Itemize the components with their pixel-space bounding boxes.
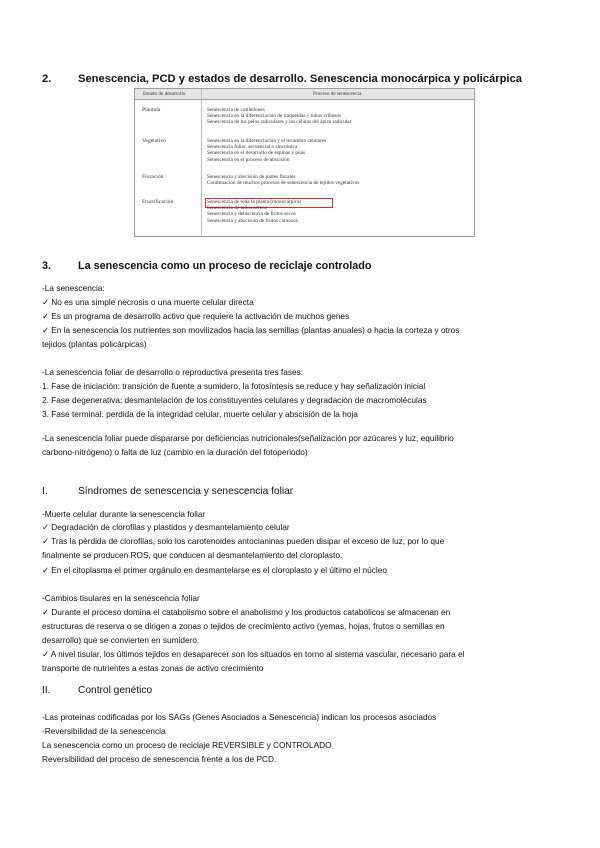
text-line: La senescencia como un proceso de reciclaje REVERSIBLE y CONTROLADO: [42, 740, 332, 750]
process-item: Senescencia en la diferenciación de traqueidas y tubos cribosos: [207, 113, 342, 120]
text-line: ✓ Durante el proceso domina el catabolismo sobre el anabolismo y los productos catabólicos se almacenan en: [42, 607, 451, 617]
text-line: ✓ En la senescencia los nutrientes son movilizados hacia las semillas (plantas anuales) o hacia la corteza y otros: [42, 325, 460, 335]
text-line: estructuras de reserva o se dirigen a zonas o tejidos de crecimiento activo (yemas, hojas, frutos o semillas en: [42, 621, 445, 631]
text-line: 3. Fase terminal: perdida de la integridad celular, muerte celular y abscisión de la hoja: [42, 409, 358, 419]
column-divider: [201, 89, 202, 236]
text-line: ✓ Es un programa de desarrollo activo que requiere la activación de muchos genes: [42, 311, 350, 321]
text-line: ✓ No es una simple necrosis o una muerte celular directa: [42, 297, 254, 307]
text-line: ✓ Tras la pérdida de clorofilas, solo los carotenoides antocianinas pueden disipar el exceso de luz, por lo que: [42, 536, 445, 546]
process-item: Senescencia y dehiscencia de frutos secos: [207, 211, 296, 218]
process-item-highlighted: Senescencia de toda la planta (monocárpica): [207, 199, 302, 205]
text-line: -Reversibilidad de la senescencia: [42, 726, 166, 736]
text-line: ✓ Degradación de clorofilas y plastidos y desmantelamiento celular: [42, 522, 290, 532]
table-row-processes: [207, 107, 351, 126]
process-item: Senescencia y abscisión de frutos carnosos: [207, 217, 298, 224]
text-line: -Las proteínas codificadas por los SAGs (Genes Asociados a Senescencia) indican los procesos asociados: [42, 712, 437, 722]
section-3-number: 3.: [42, 260, 52, 272]
process-item: Continuación de muchos procesos de senescencia de tejidos vegetativos: [207, 180, 360, 187]
text-line: -Muerte celular durante la senescencia foliar: [42, 509, 206, 519]
text-line: ✓ En el citoplasma el primer orgánulo en desmantelarse es el cloroplasto y el último el núcleo: [42, 565, 387, 575]
text-line: 2. Fase degenerativa: desmantelación de los constituyentes celulares y degradación de macromoléculas: [42, 395, 427, 405]
text-line: transporte de nutrientes a estas zonas de activo crecimiento: [42, 663, 264, 673]
table-row-stage: Vegetativo: [142, 138, 166, 144]
text-line: ✓ A nivel tisular, los últimos tejidos en desaparecer son los situados en torno al sistema vascular, necesario para el: [42, 649, 465, 659]
section-3-title: La senescencia como un proceso de reciclaje controlado: [78, 260, 372, 272]
table-row-stage: Fructificación: [142, 199, 174, 205]
subsection-1-title: Síndromes de senescencia y senescencia foliar: [78, 486, 294, 497]
text-line: desarrollo) que se convierten en sumidero.: [42, 635, 200, 645]
process-item: Senescencia de tallos aéreos: [207, 205, 267, 212]
process-item: Senescencia de los pelos radiculares y las células del ápice radicular: [207, 119, 352, 126]
subsection-2-title: Control genético: [78, 685, 153, 696]
text-line: 1. Fase de iniciación: transición de fuente a sumidero, la fotosíntesis se reduce y hay señalización inicial: [42, 381, 426, 391]
text-line: -La senescencia:: [42, 283, 105, 293]
section-2-title: Senescencia, PCD y estados de desarrollo. Senescencia monocárpica y policárpica: [78, 73, 522, 85]
table-row-processes: [207, 138, 326, 163]
text-line: finalmente se producen ROS, que conducen al desmantelamiento del cloroplasto.: [42, 550, 343, 560]
table-row-processes: [207, 174, 359, 186]
subsection-1-heading: [42, 486, 293, 497]
senescence-stages-table: [134, 88, 475, 237]
text-line: carbono-nitrógeno) o falta de luz (cambio en la duración del fotoperiodo): [42, 447, 308, 457]
text-line: -La senescencia foliar de desarrollo o reproductiva presenta tres fases:: [42, 367, 304, 377]
table-row-stage: Plántula: [142, 107, 161, 113]
section-2-number: 2.: [42, 73, 52, 85]
process-item: Senescencia de cotiledones: [207, 107, 265, 113]
subsection-2-number: II.: [42, 685, 51, 696]
table-header: [135, 89, 474, 100]
process-item: Senescencia en la diferenciación y el recambio celulares: [207, 138, 327, 144]
section-3-heading: [42, 260, 371, 272]
table-row-processes: [207, 199, 301, 224]
text-line: tejidos (plantas policárpicas): [42, 339, 147, 349]
process-item: Senescencia en el desarrollo de espinas y púas: [207, 150, 306, 157]
subsection-1-number: I.: [42, 486, 48, 497]
text-line: Reversibilidad del proceso de senescencia frente a los de PCD.: [42, 754, 277, 764]
table-row-stage: Floración: [142, 174, 164, 180]
text-line: -La senescencia foliar puede dispararse por deficiencias nutricionales(señalización por azúcares y luz, equilibrio: [42, 433, 454, 443]
col-stage-header: Estado de desarrollo: [143, 91, 186, 97]
text-line: -Cambios tisulares en la senescencia foliar: [42, 593, 200, 603]
col-process-header: Proceso de senescencia: [313, 91, 362, 97]
process-item: Senescencia y abscisión de partes florales: [207, 174, 296, 180]
process-item: Senescencia en el proceso de abscisión: [207, 156, 290, 163]
process-item: Senescencia foliar, secuencial o sincrónica: [207, 144, 298, 151]
section-2-heading: [42, 73, 522, 85]
subsection-2-heading: [42, 685, 152, 696]
